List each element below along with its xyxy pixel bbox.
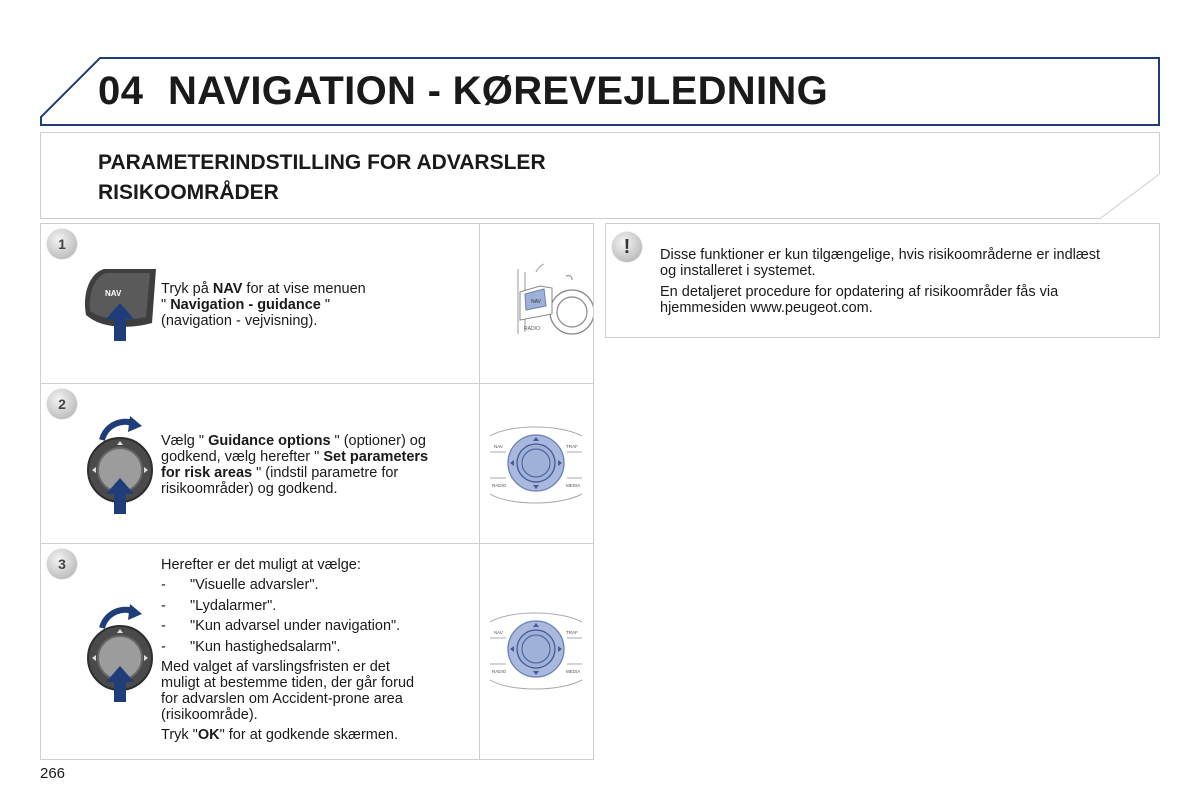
step-3-badge: 3 [47,549,77,579]
svg-text:RADIO: RADIO [492,669,507,674]
warning-text: Disse funktioner er kun tilgængelige, hvis risikoområderne er indlæst og installeret i systemet. En detaljeret procedure for opdatering af risikoområder fås via hjemmesiden www.peugeot.com. [660,247,1101,316]
knob-rotate-press-icon [84,414,156,514]
nav-press-icon [80,263,160,343]
step-3-text: Herefter er det muligt at vælge: - "Visuelle advarsler". - "Lydalarmer". - "Kun advarsel under navigation". - "Kun hastighedsalarm". Med valget af varslingsfristen er det muligt at bestemme tiden, der går forud for advarslen om Accident-prone area (risikoområde). Tryk "OK" for at godkende skærmen. [161,557,415,743]
step-1-text: Tryk på NAV for at vise menuen " Navigation - guidance " (navigation - vejvisning). [161,281,366,329]
svg-text:MEDIA: MEDIA [566,669,581,674]
svg-text:MEDIA: MEDIA [566,483,581,488]
step-3-illustration [479,544,593,759]
section-title: PARAMETERINDSTILLING FOR ADVARSLER RISIKOOMRÅDER [98,151,546,204]
dashboard-nav-button-illustration [480,224,593,385]
svg-text:NAV: NAV [494,444,503,449]
svg-text:RADIO: RADIO [524,326,540,332]
svg-text:TRAF: TRAF [566,630,578,635]
svg-text:TRAF: TRAF [566,444,578,449]
svg-text:NAV: NAV [494,630,503,635]
svg-text:RADIO: RADIO [492,483,507,488]
control-knob-illustration [480,384,593,545]
step-2-illustration [479,384,593,543]
svg-text:NAV: NAV [105,289,122,298]
svg-text:NAV: NAV [531,299,541,305]
step-2-badge: 2 [47,389,77,419]
control-knob-illustration [480,544,593,761]
chapter-number: 04 [98,69,144,113]
page-number: 266 [40,765,66,782]
exclamation-icon: ! [612,232,642,262]
step-2-text: Vælg " Guidance options " (optioner) og godkend, vælg herefter " Set parameters for risk areas " (indstil parametre for risikoområder) og godkend. [161,433,429,497]
step-1-badge: 1 [47,229,77,259]
step-1-illustration [479,224,593,383]
chapter-title: NAVIGATION - KØREVEJLEDNING [168,69,828,113]
knob-rotate-press-icon [84,602,156,702]
